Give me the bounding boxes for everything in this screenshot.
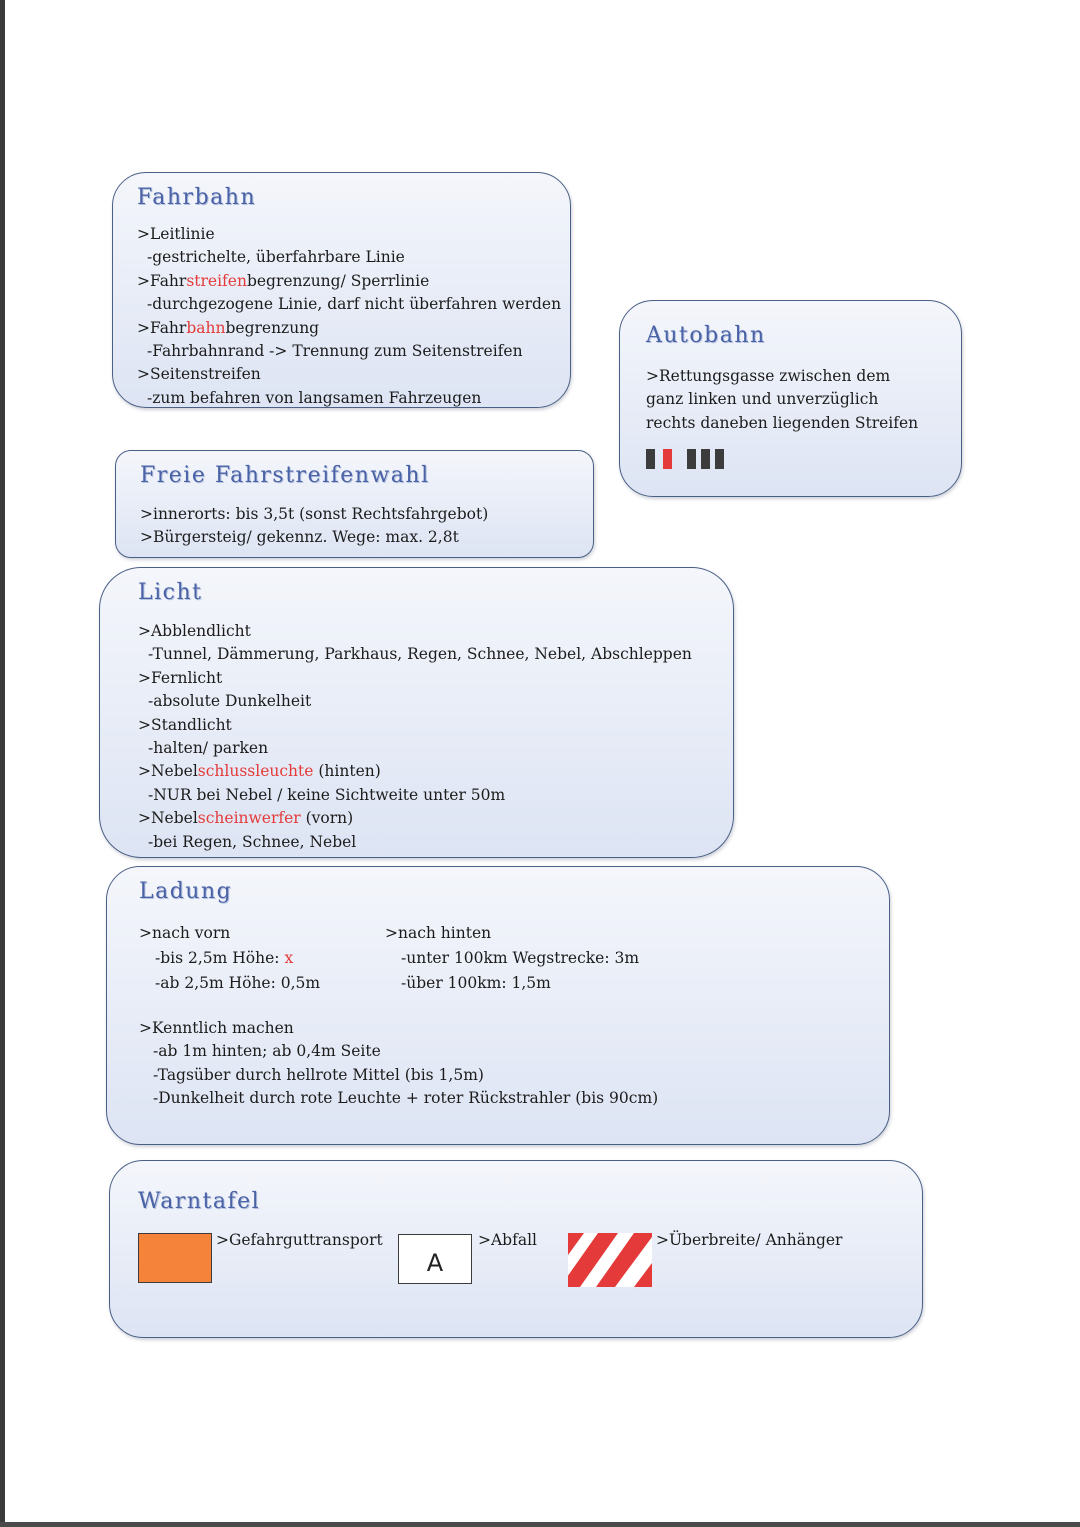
orange-warning-plate-icon [138,1233,212,1283]
card-autobahn [619,300,962,497]
list-subitem: -bei Regen, Schnee, Nebel [148,832,357,851]
text-part: >Fahr [137,271,187,290]
list-subitem: -durchgezogene Linie, darf nicht überfahren werden [147,295,562,314]
text-part: (hinten) [313,762,381,781]
label-abfall: >Abfall [478,1231,537,1249]
list-item [137,270,550,293]
label-ueberbreite: >Überbreite/ Anhänger [656,1231,843,1249]
card-title: Ladung [139,879,233,904]
highlight-text: x [284,949,294,967]
a-plate-icon: A [398,1234,472,1284]
list-subitem: -zum befahren von langsamen Fahrzeugen [147,388,482,407]
list-subitem: -Tagsüber durch hellrote Mittel (bis 1,5m) [153,1065,484,1084]
highlight-text: scheinwerfer [197,809,301,828]
list-item: >Standlicht [138,715,232,734]
list-item: >innerorts: bis 3,5t (sonst Rechtsfahrgebot) [140,505,489,523]
list-item: >nach hinten [385,924,492,942]
rettungsgasse-lanes-icon [646,449,941,469]
text-part: >Nebel [138,762,198,781]
text-part: -bis 2,5m Höhe: [155,949,285,967]
list-subitem: -Tunnel, Dämmerung, Parkhaus, Regen, Schnee, Nebel, Abschleppen [148,645,692,664]
text-part: begrenzung/ Sperrlinie [246,271,430,290]
card-title: Warntafel [138,1189,261,1214]
card-title: Fahrbahn [137,185,257,210]
text-line: >Rettungsgasse zwischen dem [646,367,891,385]
list-subitem: -absolute Dunkelheit [148,692,312,711]
list-subitem: -halten/ parken [148,739,269,758]
list-subitem: -gestrichelte, überfahrbare Linie [147,248,405,267]
text-part: >Fahr [137,318,187,337]
card-fahrbahn [112,172,571,408]
list-item: >Bürgersteig/ gekennz. Wege: max. 2,8t [140,528,459,547]
ladung-columns [139,921,869,1011]
scan-edge-bottom [0,1522,1080,1527]
card-freie-fahrstreifenwahl [115,450,594,558]
list-subitem: -Fahrbahnrand -> Trennung zum Seitenstreifen [147,342,523,361]
list-subitem [139,946,320,971]
card-licht [99,567,734,858]
lane-bar [701,449,710,469]
column-nach-hinten [385,921,639,996]
card-title: Autobahn [646,323,766,348]
lane-bar [646,449,655,469]
highlight-text: bahn [186,318,226,337]
list-subitem: -unter 100km Wegstrecke: 3m [401,949,640,967]
card-title: Licht [138,580,203,605]
label-gefahrgut: >Gefahrguttransport [216,1231,383,1249]
list-item: >Leitlinie [137,225,215,243]
list-item: >Abblendlicht [138,622,251,640]
list-item: >Fernlicht [138,668,223,687]
list-subitem: -Dunkelheit durch rote Leuchte + roter Rückstrahler (bis 90cm) [153,1089,659,1108]
list-item: >Kenntlich machen [139,1019,294,1037]
list-subitem: -ab 2,5m Höhe: 0,5m [155,974,321,992]
list-item: >Seitenstreifen [137,365,261,384]
list-subitem: -ab 1m hinten; ab 0,4m Seite [153,1042,381,1061]
scan-edge-left [0,0,5,1527]
lane-bar [687,449,696,469]
striped-warning-plate-icon [568,1233,652,1287]
list-subitem: -über 100km: 1,5m [401,974,551,992]
text-line: rechts daneben liegenden Streifen [646,413,919,432]
highlight-text: schlussleuchte [197,762,314,781]
card-title: Freie Fahrstreifenwahl [140,463,430,488]
warntafel-row [138,1231,902,1291]
text-part: >Nebel [138,809,198,828]
list-item [138,760,713,783]
lane-bar [715,449,724,469]
list-item [137,317,550,340]
text-part: (vorn) [300,809,354,828]
highlight-text: streifen [186,271,247,290]
text-part: begrenzung [225,318,320,337]
lane-bar-red [663,449,672,469]
list-item: >nach vorn [139,924,231,942]
text-line: ganz linken und unverzüglich [646,390,879,409]
kenntlich-machen-section [139,1017,869,1111]
list-item [138,807,713,830]
list-subitem: -NUR bei Nebel / keine Sichtweite unter 50m [148,785,506,804]
column-nach-vorn [139,921,320,996]
card-warntafel [109,1160,923,1338]
card-ladung [106,866,890,1145]
